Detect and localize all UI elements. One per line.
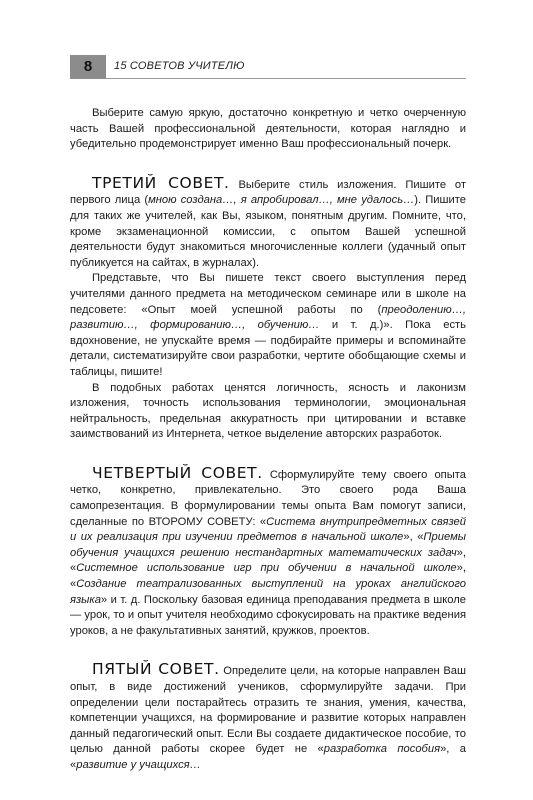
advice-4-paragraph-1 xyxy=(70,463,466,640)
page-body xyxy=(70,106,466,774)
advice-5-paragraph-1 xyxy=(70,662,466,773)
header-divider xyxy=(106,78,466,79)
advice-3-text-a: Выберите стиль изложения. Пишите от первого лица ( xyxy=(70,178,467,207)
advice-3-emphasis: мною создана…, я апробировал…, мне удалось… xyxy=(148,194,415,207)
advice-4-section xyxy=(70,463,466,640)
advice-4-example-4: Создание театрализованных выступлений на уроках английского языка xyxy=(70,578,466,606)
advice-4-sep-2: », « xyxy=(70,546,466,575)
advice-5-text-a: Определите цели, на которые направлен Ваш опыт, в виде достижений учеников, сформулируйте задачи. При определении цели постарайтесь отразить те знания, умения, качества, компетенции учащихся, на формирование и развитие которых направлен данный педагогический опыт. Если Вы создаете дидактическое пособие, то целью данной работы скорее будет не « xyxy=(70,665,467,756)
advice-3-p2-text-a: Представьте, что Вы пишете текст своего выступления перед учителями данного предмета на методическом семинаре или в школе на педсовете: «Опыт моей успешной работы по ( xyxy=(70,272,466,316)
advice-5-emphasis-2: развитие у учащихся… xyxy=(76,758,201,771)
advice-3-text-b: ). Пишите для таких же учителей, как Вы, языком, понятным другим. Помните, что, кроме экзаменационной комиссии, с опытом Вашей успешной деятельности будут знакомиться многочисленные коллеги (удачный опыт публикуется на сайтах, в журналах). xyxy=(70,194,467,269)
advice-3-title: ТРЕТИЙ СОВЕТ. xyxy=(92,173,230,192)
page-header xyxy=(70,55,466,79)
advice-5-section xyxy=(70,662,466,773)
advice-3-paragraph-2 xyxy=(70,271,466,380)
advice-4-example-3: Системное использование игр при обучении в начальной школе xyxy=(76,562,457,575)
running-title: 15 СОВЕТОВ УЧИТЕЛЮ xyxy=(114,60,245,72)
advice-3-paragraph-1 xyxy=(70,173,467,272)
advice-4-text-a: Сформулируйте тему своего опыта четко, конкретно, привлекательно. Это своего рода Ваша самопрезентация. В формулировании темы опыта Вам помогут записи, сделанные по ВТОРОМУ СОВЕТУ: « xyxy=(70,468,466,528)
advice-3-p2-emphasis: преодолению…, развитию…, формированию…, обучению… xyxy=(70,303,466,332)
page-number: 8 xyxy=(70,55,106,79)
advice-4-text-b: » и т. д. Поскольку базовая единица преподавания предмета в школе — урок, то и опыт учителя необходимо сфокусировать на практике ведения уроков, а не факультативных занятий, кружков, проектов. xyxy=(70,593,466,637)
advice-4-example-2: Приемы обучения учащихся решению нестандартных математических задач xyxy=(70,531,466,559)
advice-4-example-1: Система внутрипредметных связей и их реализация при изучении предметов в начальной школе xyxy=(70,515,466,544)
advice-5-sep-1: », а « xyxy=(70,743,467,771)
advice-4-title: ЧЕТВЕРТЫЙ СОВЕТ. xyxy=(92,463,263,482)
advice-5-emphasis-1: разработка пособия xyxy=(323,743,441,756)
intro-paragraph: Выберите самую яркую, достаточно конкретную и четко очерченную часть Вашей профессиональной деятельности, которая наглядно и убедительно продемонстрирует именно Ваш профессиональный почерк. xyxy=(70,107,466,151)
advice-4-sep-3: », « xyxy=(70,562,466,591)
advice-3-paragraph-3: В подобных работах ценятся логичность, ясность и лаконизм изложения, точность использования терминологии, эмоциональная нейтральность, предельная аккуратность при цитировании и вставке заимствований из Интернета, четкое выделение авторских разработок. xyxy=(70,381,466,441)
advice-4-sep-1: », « xyxy=(403,531,424,544)
advice-5-title: ПЯТЫЙ СОВЕТ. xyxy=(92,660,220,679)
advice-3-p2-text-b: и т. д.)». Пока есть вдохновение, не упускайте время — подбирайте примеры и вспоминайте детали, систематизируйте свои разработки, чертите обобщающие схемы и таблицы, пишите! xyxy=(70,319,466,378)
advice-3-section xyxy=(70,173,467,443)
